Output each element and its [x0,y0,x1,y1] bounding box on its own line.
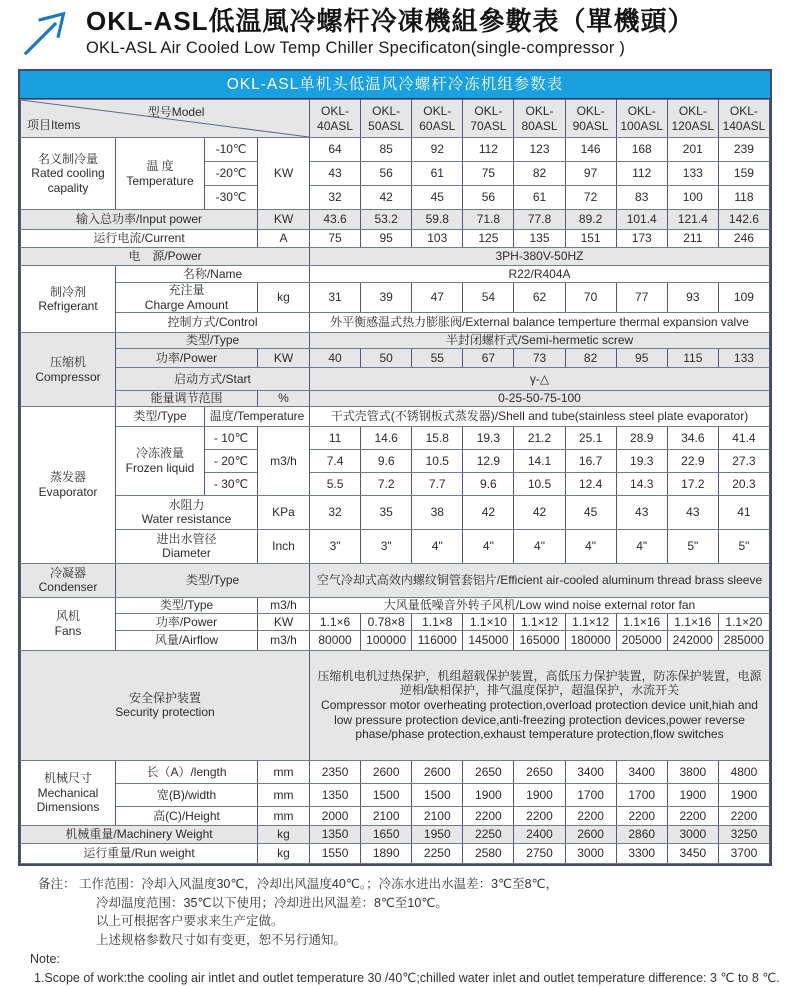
table-cell: 1350 [310,783,361,806]
table-cell: 2200 [718,806,769,825]
table-cell: 1.1×20 [718,613,769,630]
table-cell: 12.4 [565,472,616,495]
table-cell: 3000 [565,843,616,863]
table-cell: 1900 [667,783,718,806]
table-cell: 2860 [616,825,667,843]
table-cell: 123 [514,138,565,162]
table-cell: 112 [616,162,667,186]
table-cell: 43 [616,495,667,529]
table-cell: 1900 [463,783,514,806]
table-cell: 3" [310,529,361,563]
table-row [21,333,770,349]
table-cell: 115 [667,349,718,368]
table-cell: 类型/Type [116,333,310,349]
table-row [21,650,770,760]
table-cell: 165000 [514,630,565,650]
table-cell: 32 [310,495,361,529]
table-cell: 2600 [412,760,463,783]
table-cell: -30℃ [205,186,258,210]
table-cell: 2350 [310,760,361,783]
table-cell: 109 [718,283,769,313]
table-cell: 41 [718,495,769,529]
model-header-cell: OKL- 60ASL [412,100,463,138]
table-cell: 43 [667,495,718,529]
table-cell: 3250 [718,825,769,843]
table-cell: 205000 [616,630,667,650]
table-cell: 285000 [718,630,769,650]
table-cell: 77.8 [514,210,565,230]
table-cell: 1950 [412,825,463,843]
table-cell: 42 [463,495,514,529]
table-cell: 1550 [310,843,361,863]
table-cell: 180000 [565,630,616,650]
table-cell: 168 [616,138,667,162]
table-cell: 功率/Power [116,349,258,368]
page-subtitle: OKL-ASL Air Cooled Low Temp Chiller Specificaton(single-compressor ) [86,38,626,57]
table-cell: 95 [361,230,412,248]
table-cell: 83 [616,186,667,210]
table-cell: 冷凝器 Condenser [21,563,116,597]
table-cell: 充注量 Charge Amount [116,283,258,313]
table-cell: 47 [412,283,463,313]
table-cell: 半封闭螺杆式/Semi-hermetic screw [310,333,770,349]
table-cell: 3800 [667,760,718,783]
table-cell: 4" [565,529,616,563]
table-cell: 42 [361,186,412,210]
table-cell: m3/h [258,597,310,613]
table-cell: KW [258,138,310,210]
table-cell: 电 源/Power [21,248,310,266]
table-cell: 1500 [361,783,412,806]
table-cell: 启动方式/Start [116,368,310,391]
table-cell: 1500 [412,783,463,806]
corner-items-label: 项目Items [27,118,81,133]
table-cell: - 30℃ [205,472,258,495]
table-cell: kg [258,825,310,843]
table-cell: 2750 [514,843,565,863]
table-row [21,283,770,313]
table-cell: 2200 [514,806,565,825]
table-cell: 89.2 [565,210,616,230]
table-cell: 压缩机 Compressor [21,333,116,407]
table-cell: 压缩机电机过热保护，机组超载保护装置，高低压力保护装置，防冻保护装置，电源逆相/缺相保护，排气温度保护，超温保护，水流开关 Compressor motor overheating protection,overload protection device unit,hiah and low pressure protection device,anti-freezing protection devices,power reverse phase/phase protection,exhaust temperature protection,flow switches [310,650,770,760]
table-cell: 54 [463,283,514,313]
table-cell: 2650 [514,760,565,783]
table-cell: 43 [310,162,361,186]
table-cell: kg [258,283,310,313]
table-cell: mm [258,760,310,783]
table-cell: 133 [718,349,769,368]
table-row [21,613,770,630]
table-cell: 121.4 [667,210,718,230]
table-row [21,266,770,283]
table-cell: 20.3 [718,472,769,495]
table-row [21,806,770,825]
table-cell: 72 [565,186,616,210]
table-cell: 3400 [565,760,616,783]
table-cell: 类型/Type [116,597,258,613]
table-cell: 9.6 [361,449,412,472]
table-cell: 2100 [412,806,463,825]
table-cell: 名义制冷量 Rated cooling capality [21,138,116,210]
table-cell: 外平衡感温式热力膨胀阀/External balance temperture thermal expansion valve [310,313,770,333]
table-row [21,597,770,613]
table-cell: 4" [463,529,514,563]
table-cell: 功率/Power [116,613,258,630]
table-cell: 38 [412,495,463,529]
table-cell: 12.9 [463,449,514,472]
table-cell: 35 [361,495,412,529]
table-cell: % [258,391,310,407]
table-cell: 70 [565,283,616,313]
table-cell: 133 [667,162,718,186]
table-cell: 45 [412,186,463,210]
table-cell: 61 [514,186,565,210]
table-cell: 19.3 [463,426,514,449]
corner-cell [21,100,310,138]
table-cell: kg [258,843,310,863]
note-line: 冷却温度范围：35℃以下使用；冷却进出风温差：8℃至10℃。 [96,895,448,910]
table-cell: 135 [514,230,565,248]
table-cell: 14.1 [514,449,565,472]
table-cell: 能量调节范围 [116,391,258,407]
table-cell: 输入总功率/Input power [21,210,258,230]
table-cell: 温 度 Temperature [116,138,205,210]
table-row [21,248,770,266]
table-cell: 45 [565,495,616,529]
table-cell: 56 [361,162,412,186]
table-row [21,313,770,333]
table-cell: 64 [310,138,361,162]
notes-block [30,875,790,987]
table-cell: 80000 [310,630,361,650]
table-cell: 40 [310,349,361,368]
model-header-cell: OKL- 140ASL [718,100,769,138]
table-cell: 运行重量/Run weight [21,843,258,863]
table-row [21,368,770,391]
table-cell: 蒸发器 Evaporator [21,406,116,563]
spec-table-body [21,100,770,864]
table-cell: 1.1×6 [310,613,361,630]
table-cell: 机械重量/Machinery Weight [21,825,258,843]
spec-table [20,99,770,864]
table-cell: 56 [463,186,514,210]
table-cell: 145000 [463,630,514,650]
table-cell: 5.5 [310,472,361,495]
table-cell: 242000 [667,630,718,650]
table-cell: 干式壳管式(不锈钢板式蒸发器)/Shell and tube(stainless steel plate evaporator) [310,406,770,426]
table-cell: 1350 [310,825,361,843]
table-cell: -10℃ [205,138,258,162]
table-cell: 2250 [463,825,514,843]
table-cell: 3400 [616,760,667,783]
table-cell: 53.2 [361,210,412,230]
table-cell: Inch [258,529,310,563]
table-cell: 159 [718,162,769,186]
table-cell: 21.2 [514,426,565,449]
table-cell: 2200 [616,806,667,825]
table-cell: 43.6 [310,210,361,230]
table-cell: 118 [718,186,769,210]
table-cell: 10.5 [412,449,463,472]
table-row [21,529,770,563]
table-cell: 101.4 [616,210,667,230]
table-cell: 运行电流/Current [21,230,258,248]
brand-arrow-icon [20,11,72,57]
table-row [21,760,770,783]
table-row [21,630,770,650]
table-cell: 3" [361,529,412,563]
table-cell: 25.1 [565,426,616,449]
table-cell: KPa [258,495,310,529]
table-cell: 风量/Airflow [116,630,258,650]
table-row [21,563,770,597]
note-line: 以上可根据客户要求来生产定做。 [96,914,284,929]
table-cell: KW [258,613,310,630]
table-cell: 3700 [718,843,769,863]
table-cell: 16.7 [565,449,616,472]
table-cell: 10.5 [514,472,565,495]
table-cell: 71.8 [463,210,514,230]
table-cell: m3/h [258,630,310,650]
table-cell: 14.6 [361,426,412,449]
table-cell: 进出水管径 Diameter [116,529,258,563]
table-cell: 201 [667,138,718,162]
document-header [0,0,790,65]
table-row [21,391,770,407]
table-cell: γ-△ [310,368,770,391]
table-cell: 32 [310,186,361,210]
table-cell: 4800 [718,760,769,783]
table-cell: 1.1×10 [463,613,514,630]
table-cell: 1900 [718,783,769,806]
table-cell: 100000 [361,630,412,650]
table-cell: 7.2 [361,472,412,495]
table-cell: 1900 [514,783,565,806]
table-cell: 75 [310,230,361,248]
table-cell: 85 [361,138,412,162]
table-cell: 制冷剂 Refrigerant [21,266,116,333]
table-cell: 1700 [616,783,667,806]
table-cell: - 20℃ [205,449,258,472]
table-cell: 1.1×12 [565,613,616,630]
table-cell: 2200 [463,806,514,825]
table-cell: 空气冷却式高效内螺纹铜管套铝片/Efficient air-cooled aluminum thread brass sleeve [310,563,770,597]
table-cell: 7.7 [412,472,463,495]
table-cell: 62 [514,283,565,313]
page-title: OKL-ASL低温風冷螺杆冷凍機組參數表（單機頭） [86,6,695,36]
table-cell: 28.9 [616,426,667,449]
table-row [21,426,770,449]
table-cell: 92 [412,138,463,162]
table-row [21,406,770,426]
table-row [21,825,770,843]
table-cell: 3300 [616,843,667,863]
table-cell: 77 [616,283,667,313]
table-row [21,843,770,863]
table-cell: 2400 [514,825,565,843]
table-cell: 冷冻液量 Frozen liquid [116,426,205,495]
table-cell: 82 [514,162,565,186]
note-line: 1.Scope of work:the cooling air intlet and outlet temperature 30 /40℃;chilled water inlet and outlet temperature difference: 3 ℃ to 8 ℃. [34,970,780,985]
table-cell: KW [258,210,310,230]
table-cell: 73 [514,349,565,368]
table-cell: mm [258,806,310,825]
table-cell: 34.6 [667,426,718,449]
table-row [21,138,770,162]
table-cell: 0.78×8 [361,613,412,630]
table-cell: 103 [412,230,463,248]
table-cell: 3PH-380V-50HZ [310,248,770,266]
table-cell: 173 [616,230,667,248]
table-cell: 4" [616,529,667,563]
model-header-cell: OKL- 80ASL [514,100,565,138]
table-cell: 4" [514,529,565,563]
table-cell: 22.9 [667,449,718,472]
table-cell: 17.2 [667,472,718,495]
table-cell: 2250 [412,843,463,863]
table-cell: 2650 [463,760,514,783]
table-row [21,100,770,138]
table-cell: 类型/Type [116,406,205,426]
table-cell: 50 [361,349,412,368]
table-cell: 机械尺寸 Mechanical Dimensions [21,760,116,825]
table-cell: 安全保护装置 Security protection [21,650,310,760]
table-cell: 长（A）/length [116,760,258,783]
title-block [86,7,695,58]
table-cell: 3000 [667,825,718,843]
table-cell: 41.4 [718,426,769,449]
table-cell: 2600 [361,760,412,783]
table-cell: 125 [463,230,514,248]
table-cell: 19.3 [616,449,667,472]
table-cell: R22/R404A [310,266,770,283]
table-cell: mm [258,783,310,806]
corner-model-label: 型号Model [147,105,205,119]
table-cell: 4" [412,529,463,563]
table-cell: 水阻力 Water resistance [116,495,258,529]
table-cell: 116000 [412,630,463,650]
table-cell: 31 [310,283,361,313]
table-cell: KW [258,349,310,368]
table-cell: 67 [463,349,514,368]
table-cell: 2000 [310,806,361,825]
table-cell: 82 [565,349,616,368]
table-cell: 27.3 [718,449,769,472]
table-cell: 宽(B)/width [116,783,258,806]
table-title-banner: OKL-ASL单机头低温风冷螺杆冷冻机组参数表 [20,71,770,99]
table-cell: 239 [718,138,769,162]
model-header-cell: OKL- 40ASL [310,100,361,138]
table-cell: 75 [463,162,514,186]
table-cell: 15.8 [412,426,463,449]
table-cell: 类型/Type [116,563,310,597]
table-cell: 246 [718,230,769,248]
table-cell: 211 [667,230,718,248]
table-cell: 146 [565,138,616,162]
table-cell: 9.6 [463,472,514,495]
table-cell: 112 [463,138,514,162]
table-cell: 61 [412,162,463,186]
table-cell: 高(C)/Height [116,806,258,825]
table-row [21,783,770,806]
table-cell: 1.1×12 [514,613,565,630]
table-cell: m3/h [258,426,310,495]
table-cell: - 10℃ [205,426,258,449]
table-cell: 大风量低噪音外转子风机/Low wind noise external rotor fan [310,597,770,613]
table-row [21,495,770,529]
model-header-cell: OKL- 100ASL [616,100,667,138]
table-row [21,210,770,230]
table-cell: 151 [565,230,616,248]
model-header-cell: OKL- 90ASL [565,100,616,138]
table-cell: 风机 Fans [21,597,116,650]
table-cell: 0-25-50-75-100 [310,391,770,407]
note-line: Note: [30,951,60,966]
table-cell: -20℃ [205,162,258,186]
table-cell: 3450 [667,843,718,863]
table-cell: 14.3 [616,472,667,495]
table-cell: 2580 [463,843,514,863]
table-cell: 5" [718,529,769,563]
table-cell: 95 [616,349,667,368]
table-cell: 55 [412,349,463,368]
table-cell: 59.8 [412,210,463,230]
table-cell: 2100 [361,806,412,825]
table-cell: 93 [667,283,718,313]
table-cell: 1890 [361,843,412,863]
table-cell: 97 [565,162,616,186]
note-line: 上述规格参数尺寸如有变更，恕不另行通知。 [96,933,347,948]
table-cell: 控制方式/Control [116,313,310,333]
table-cell: 11 [310,426,361,449]
table-cell: 1700 [565,783,616,806]
table-cell: 142.6 [718,210,769,230]
table-cell: 2200 [565,806,616,825]
table-cell: 2600 [565,825,616,843]
table-cell: 7.4 [310,449,361,472]
table-cell: 39 [361,283,412,313]
table-cell: 2200 [667,806,718,825]
model-header-cell: OKL- 50ASL [361,100,412,138]
table-cell: 1.1×16 [616,613,667,630]
table-row [21,230,770,248]
table-cell: 1650 [361,825,412,843]
table-cell: 名称/Name [116,266,310,283]
table-row [21,349,770,368]
table-cell: A [258,230,310,248]
table-cell: 温度/Temperature [205,406,310,426]
table-cell: 100 [667,186,718,210]
table-cell: 1.1×8 [412,613,463,630]
note-line: 备注： 工作范围：冷却入风温度30℃，冷却出风温度40℃。；冷冻水进出水温差：3℃至8℃， [38,876,559,891]
model-header-cell: OKL- 120ASL [667,100,718,138]
table-cell: 1.1×16 [667,613,718,630]
table-cell: 5" [667,529,718,563]
model-header-cell: OKL- 70ASL [463,100,514,138]
spec-table-container [18,69,772,866]
table-cell: 42 [514,495,565,529]
